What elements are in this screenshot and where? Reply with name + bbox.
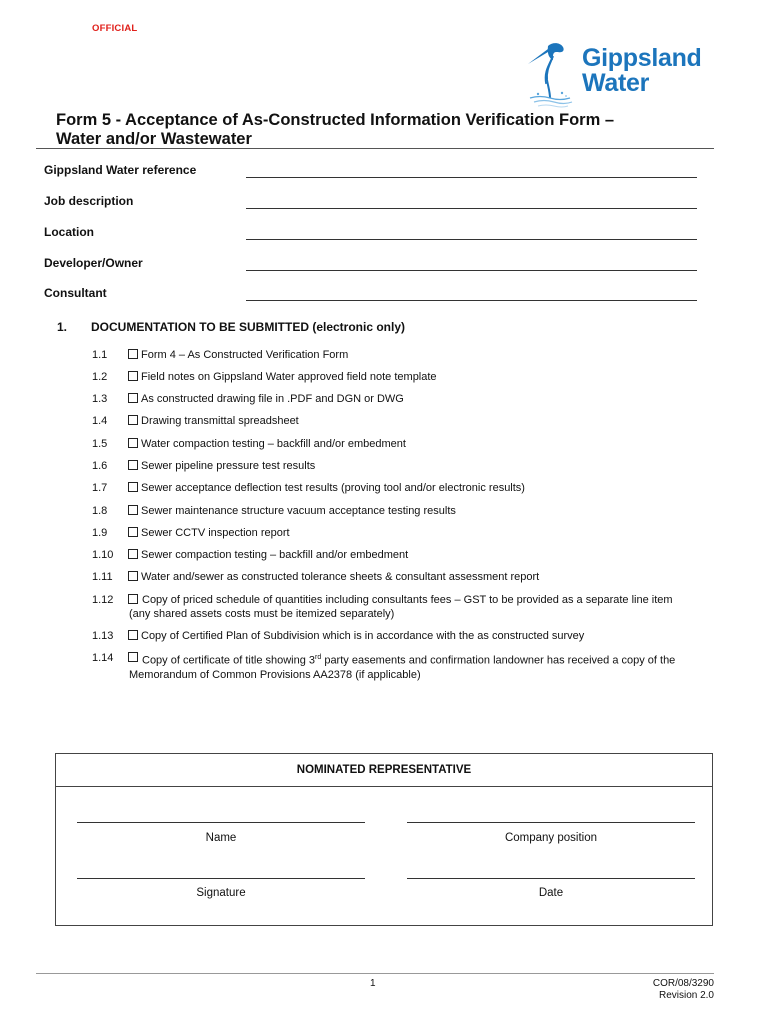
checklist-item [92, 348, 692, 362]
item-number: 1.8 [92, 505, 108, 517]
date-input-line[interactable] [407, 878, 695, 879]
document-revision: Revision 2.0 [658, 990, 714, 1001]
checklist-item [92, 392, 692, 406]
form-title [56, 111, 726, 149]
item-checkbox[interactable] [128, 482, 138, 492]
checklist-item [92, 459, 692, 473]
nominated-representative-box [55, 753, 713, 926]
item-number: 1.2 [92, 371, 108, 383]
field-label: Consultant [44, 286, 107, 300]
checklist-item [92, 548, 692, 562]
logo-text-line2: Water [582, 69, 650, 97]
heron-logo-icon [520, 40, 580, 110]
item-checkbox[interactable] [128, 527, 138, 537]
item-text: Copy of priced schedule of quantities including consultants fees – GST to be provided as a separate line item (any shared assets costs must be itemized separately) [129, 594, 673, 620]
item-number: 1.14 [92, 652, 114, 664]
item-number: 1.11 [92, 571, 113, 583]
logo-text-line1: Gippsland [582, 44, 702, 72]
item-text: Drawing transmittal spreadsheet [141, 415, 299, 427]
item-number: 1.9 [92, 527, 108, 539]
checklist-item [92, 414, 692, 428]
item-text: Sewer pipeline pressure test results [141, 460, 316, 472]
classification-label: OFFICIAL [92, 23, 138, 34]
checklist-item [92, 629, 692, 643]
field-label: Gippsland Water reference [44, 163, 197, 177]
company-position-label: Company position [504, 832, 598, 844]
item-text: Form 4 – As Constructed Verification Form [141, 349, 349, 361]
checklist-item [92, 370, 692, 384]
section-title: DOCUMENTATION TO BE SUBMITTED (electronic only) [91, 320, 406, 334]
checklist-item [92, 651, 692, 682]
item-text: As constructed drawing file in .PDF and DGN or DWG [141, 393, 404, 405]
company-position-input-line[interactable] [407, 822, 695, 823]
item-number: 1.7 [92, 482, 108, 494]
name-input-line[interactable] [77, 822, 365, 823]
field-input-line[interactable] [246, 208, 697, 209]
item-number: 1.12 [92, 594, 114, 606]
field-developer-owner [44, 256, 704, 276]
item-text: Water compaction testing – backfill and/or embedment [141, 438, 406, 450]
item-checkbox[interactable] [128, 460, 138, 470]
date-label: Date [538, 887, 564, 899]
form-title-line2: Water and/or Wastewater [56, 130, 252, 148]
field-job-description [44, 194, 704, 214]
item-text: Sewer compaction testing – backfill and/or embedment [141, 549, 409, 561]
field-input-line[interactable] [246, 239, 697, 240]
section-number: 1. [57, 320, 68, 334]
checklist-item [92, 437, 692, 451]
item-text-part: party easements and confirmation landowner has received a copy of the Memorandum of Common Provisions AA2378 (if applicable) [129, 654, 676, 681]
item-number: 1.3 [92, 393, 108, 405]
item-text: Copy of Certified Plan of Subdivision which is in accordance with the as constructed survey [141, 630, 585, 642]
item-text: Field notes on Gippsland Water approved field note template [141, 371, 437, 383]
item-text-part: Copy of certificate of title showing 3 [142, 654, 316, 667]
signature-label: Signature [196, 887, 246, 899]
item-checkbox[interactable] [128, 349, 138, 359]
item-text: Sewer maintenance structure vacuum acceptance testing results [141, 505, 456, 517]
item-checkbox[interactable] [128, 549, 138, 559]
item-checkbox[interactable] [128, 438, 138, 448]
checklist-item [92, 570, 692, 584]
signature-input-line[interactable] [77, 878, 365, 879]
document-code [653, 978, 714, 1002]
form-title-line1: Form 5 - Acceptance of As-Constructed Information Verification Form – [56, 111, 615, 129]
item-number: 1.1 [92, 349, 108, 361]
item-checkbox[interactable] [128, 505, 138, 515]
item-text [129, 651, 692, 682]
field-label: Job description [44, 194, 134, 208]
item-number: 1.13 [92, 630, 114, 642]
page-number: 1 [370, 978, 376, 989]
nominated-representative-heading: NOMINATED REPRESENTATIVE [56, 754, 712, 787]
item-number: 1.5 [92, 438, 108, 450]
item-checkbox[interactable] [128, 415, 138, 425]
item-number: 1.10 [92, 549, 114, 561]
checklist-item [92, 481, 692, 495]
item-checkbox[interactable] [128, 393, 138, 403]
field-input-line[interactable] [246, 300, 697, 301]
item-checkbox[interactable] [128, 594, 138, 604]
item-text: Sewer CCTV inspection report [141, 527, 290, 539]
name-label: Name [205, 832, 237, 844]
item-text: Sewer acceptance deflection test results (proving tool and/or electronic results) [141, 482, 525, 494]
item-checkbox[interactable] [128, 371, 138, 381]
footer-divider [36, 973, 714, 974]
field-label: Location [44, 225, 94, 239]
gippsland-water-logo [520, 40, 720, 110]
checklist-item [92, 526, 692, 540]
field-label: Developer/Owner [44, 256, 143, 270]
checklist-item [92, 504, 692, 518]
field-location [44, 225, 704, 245]
field-consultant [44, 286, 704, 306]
document-number: COR/08/3290 [652, 978, 714, 989]
item-checkbox[interactable] [128, 652, 138, 662]
checklist-item [92, 593, 692, 621]
item-checkbox[interactable] [128, 630, 138, 640]
field-gippsland-water-reference [44, 163, 704, 183]
item-text-superscript: rd [315, 654, 322, 661]
item-number: 1.4 [92, 415, 108, 427]
item-text: Water and/sewer as constructed tolerance sheets & consultant assessment report [141, 571, 540, 583]
field-input-line[interactable] [246, 177, 697, 178]
item-number: 1.6 [92, 460, 108, 472]
item-checkbox[interactable] [128, 571, 138, 581]
field-input-line[interactable] [246, 270, 697, 271]
title-divider [36, 148, 714, 149]
